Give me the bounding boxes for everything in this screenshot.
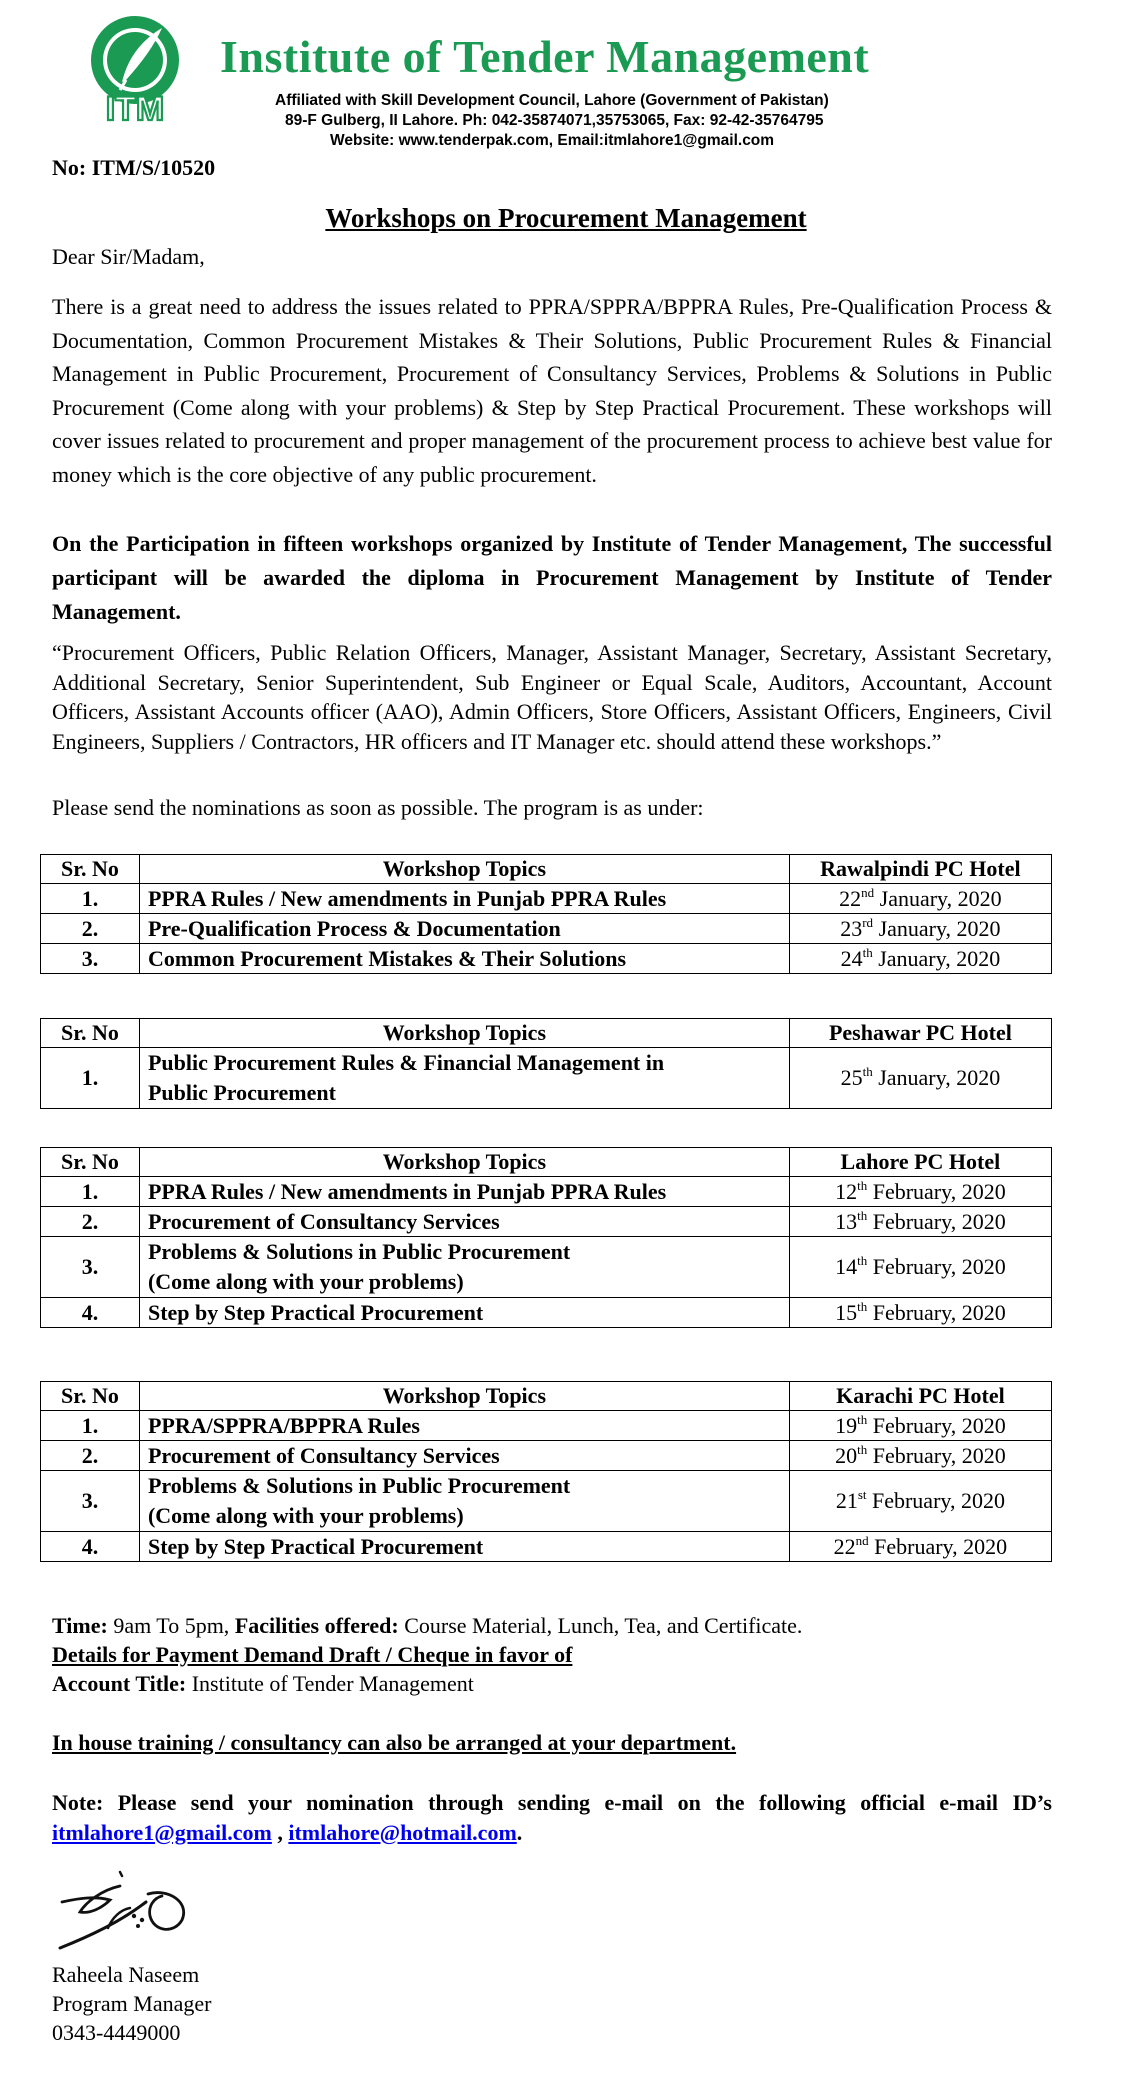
table-row: [41, 1298, 1052, 1328]
header-workshop-topics: Workshop Topics: [139, 855, 789, 884]
topic-cell: Problems & Solutions in Public Procurement (Come along with your problems): [139, 1471, 789, 1532]
topic-cell: Step by Step Practical Procurement: [139, 1532, 789, 1562]
topic-cell: PPRA/SPPRA/BPPRA Rules: [139, 1411, 789, 1441]
sr-cell: 1.: [41, 884, 140, 914]
table-row: [41, 1532, 1052, 1562]
program-table-lahore: [40, 1147, 1052, 1328]
header-workshop-topics: Workshop Topics: [139, 1382, 789, 1411]
program-table-peshawar: [40, 1018, 1052, 1109]
header-venue: Peshawar PC Hotel: [789, 1019, 1051, 1048]
date-cell: 21st February, 2020: [789, 1471, 1051, 1532]
date-cell: 22nd January, 2020: [789, 884, 1051, 914]
letter-title-text: Workshops on Procurement Management: [325, 203, 807, 233]
table-row: [41, 1411, 1052, 1441]
sr-cell: 3.: [41, 1471, 140, 1532]
topic-cell: Pre-Qualification Process & Documentation: [139, 914, 789, 944]
sr-cell: 2.: [41, 914, 140, 944]
time-facilities-line: Time: 9am To 5pm, Facilities offered: Course Material, Lunch, Tea, and Certificate.: [52, 1613, 803, 1638]
program-table-rawalpindi: [40, 854, 1052, 974]
handwritten-signature: [50, 1862, 200, 1958]
topic-cell: Public Procurement Rules & Financial Management in Public Procurement: [139, 1048, 789, 1109]
table-row: [41, 944, 1052, 974]
table-row: [41, 1237, 1052, 1298]
topic-cell: PPRA Rules / New amendments in Punjab PPRA Rules: [139, 1177, 789, 1207]
sr-cell: 2.: [41, 1441, 140, 1471]
date-cell: 13th February, 2020: [789, 1207, 1051, 1237]
header-sr-no: Sr. No: [41, 1148, 140, 1177]
header-workshop-topics: Workshop Topics: [139, 1019, 789, 1048]
topic-cell: Common Procurement Mistakes & Their Solutions: [139, 944, 789, 974]
diploma-paragraph: On the Participation in fifteen workshops organized by Institute of Tender Management, The successful participant will be awarded the diploma in Procurement Management by Institute of Tender Management.: [52, 531, 1052, 624]
sr-cell: 3.: [41, 1237, 140, 1298]
salutation: Dear Sir/Madam,: [52, 244, 205, 269]
date-cell: 23rd January, 2020: [789, 914, 1051, 944]
header-workshop-topics: Workshop Topics: [139, 1148, 789, 1177]
signatory-phone: 0343-4449000: [52, 2020, 181, 2045]
table-row: [41, 1471, 1052, 1532]
sr-cell: 1.: [41, 1177, 140, 1207]
table-row: [41, 1048, 1052, 1109]
signatory-name: Raheela Naseem: [52, 1962, 200, 1987]
letterhead: [80, 12, 980, 149]
logo-text: ITM: [105, 90, 165, 127]
date-cell: 15th February, 2020: [789, 1298, 1051, 1328]
table-row: [41, 1441, 1052, 1471]
itm-logo: [80, 12, 190, 127]
org-name: Institute of Tender Management: [220, 31, 870, 82]
sr-cell: 1.: [41, 1411, 140, 1441]
table-row: [41, 1207, 1052, 1237]
table-row: [41, 884, 1052, 914]
date-cell: 24th January, 2020: [789, 944, 1051, 974]
nomination-note: Note: Please send your nomination through sending e-mail on the following official e-mail ID’s itmlahore1@gmail.com , itmlahore@hotmail.com.: [52, 1790, 1052, 1845]
table-row: [41, 1177, 1052, 1207]
sr-cell: 3.: [41, 944, 140, 974]
affiliation-line: Affiliated with Skill Development Council, Lahore (Government of Pakistan): [275, 92, 829, 109]
address-line: 89-F Gulberg, II Lahore. Ph: 042-35874071,35753065, Fax: 92-42-35764795: [285, 112, 824, 129]
header-sr-no: Sr. No: [41, 1019, 140, 1048]
topic-cell: PPRA Rules / New amendments in Punjab PPRA Rules: [139, 884, 789, 914]
sr-cell: 4.: [41, 1532, 140, 1562]
nominations-paragraph: Please send the nominations as soon as possible. The program is as under:: [52, 795, 704, 820]
program-table-karachi: [40, 1381, 1052, 1562]
date-cell: 25th January, 2020: [789, 1048, 1051, 1109]
header-venue: Karachi PC Hotel: [789, 1382, 1051, 1411]
header-sr-no: Sr. No: [41, 1382, 140, 1411]
header-venue: Lahore PC Hotel: [789, 1148, 1051, 1177]
topic-cell: Problems & Solutions in Public Procurement (Come along with your problems): [139, 1237, 789, 1298]
inhouse-training-line: In house training / consultancy can also be arranged at your department.: [52, 1730, 737, 1755]
date-cell: 22nd February, 2020: [789, 1532, 1051, 1562]
payment-heading: Details for Payment Demand Draft / Cheque in favor of: [52, 1642, 573, 1667]
sr-cell: 1.: [41, 1048, 140, 1109]
sr-cell: 4.: [41, 1298, 140, 1328]
date-cell: 19th February, 2020: [789, 1411, 1051, 1441]
date-cell: 12th February, 2020: [789, 1177, 1051, 1207]
letter-title: [0, 203, 1132, 234]
audience-paragraph: “Procurement Officers, Public Relation Officers, Manager, Assistant Manager, Secretary, Assistant Secretary, Additional Secretary, Senior Superintendent, Sub Engineer or Equal Scale, Auditors, Accountant, Account Officers, Assistant Accounts officer (AAO), Admin Officers, Store Officers, Assistant Officers, Engineers, Civil Engineers, Suppliers / Contractors, HR officers and IT Manager etc. should attend these workshops.”: [52, 640, 1052, 754]
header-sr-no: Sr. No: [41, 855, 140, 884]
table-row: [41, 914, 1052, 944]
website-line: Website: www.tenderpak.com, Email:itmlahore1@gmail.com: [330, 132, 775, 149]
header-venue: Rawalpindi PC Hotel: [789, 855, 1051, 884]
date-cell: 20th February, 2020: [789, 1441, 1051, 1471]
intro-paragraph: There is a great need to address the issues related to PPRA/SPPRA/BPPRA Rules, Pre-Qualification Process & Documentation, Common Procurement Mistakes & Their Solutions, Public Procurement Rules & Financial Management in Public Procurement, Procurement of Consultancy Services, Problems & Solutions in Public Procurement (Come along with your problems) & Step by Step Practical Procurement. These workshops will cover issues related to procurement and proper management of the procurement process to achieve best value for money which is the core objective of any public procurement.: [52, 294, 1052, 487]
date-cell: 14th February, 2020: [789, 1237, 1051, 1298]
sr-cell: 2.: [41, 1207, 140, 1237]
topic-cell: Procurement of Consultancy Services: [139, 1207, 789, 1237]
email-link-gmail[interactable]: itmlahore1@gmail.com: [52, 1819, 272, 1845]
reference-number: No: ITM/S/10520: [52, 155, 216, 180]
email-link-hotmail[interactable]: itmlahore@hotmail.com: [288, 1819, 517, 1845]
signatory-designation: Program Manager: [52, 1991, 212, 2016]
topic-cell: Step by Step Practical Procurement: [139, 1298, 789, 1328]
account-title-line: Account Title: Institute of Tender Management: [52, 1671, 474, 1696]
topic-cell: Procurement of Consultancy Services: [139, 1441, 789, 1471]
